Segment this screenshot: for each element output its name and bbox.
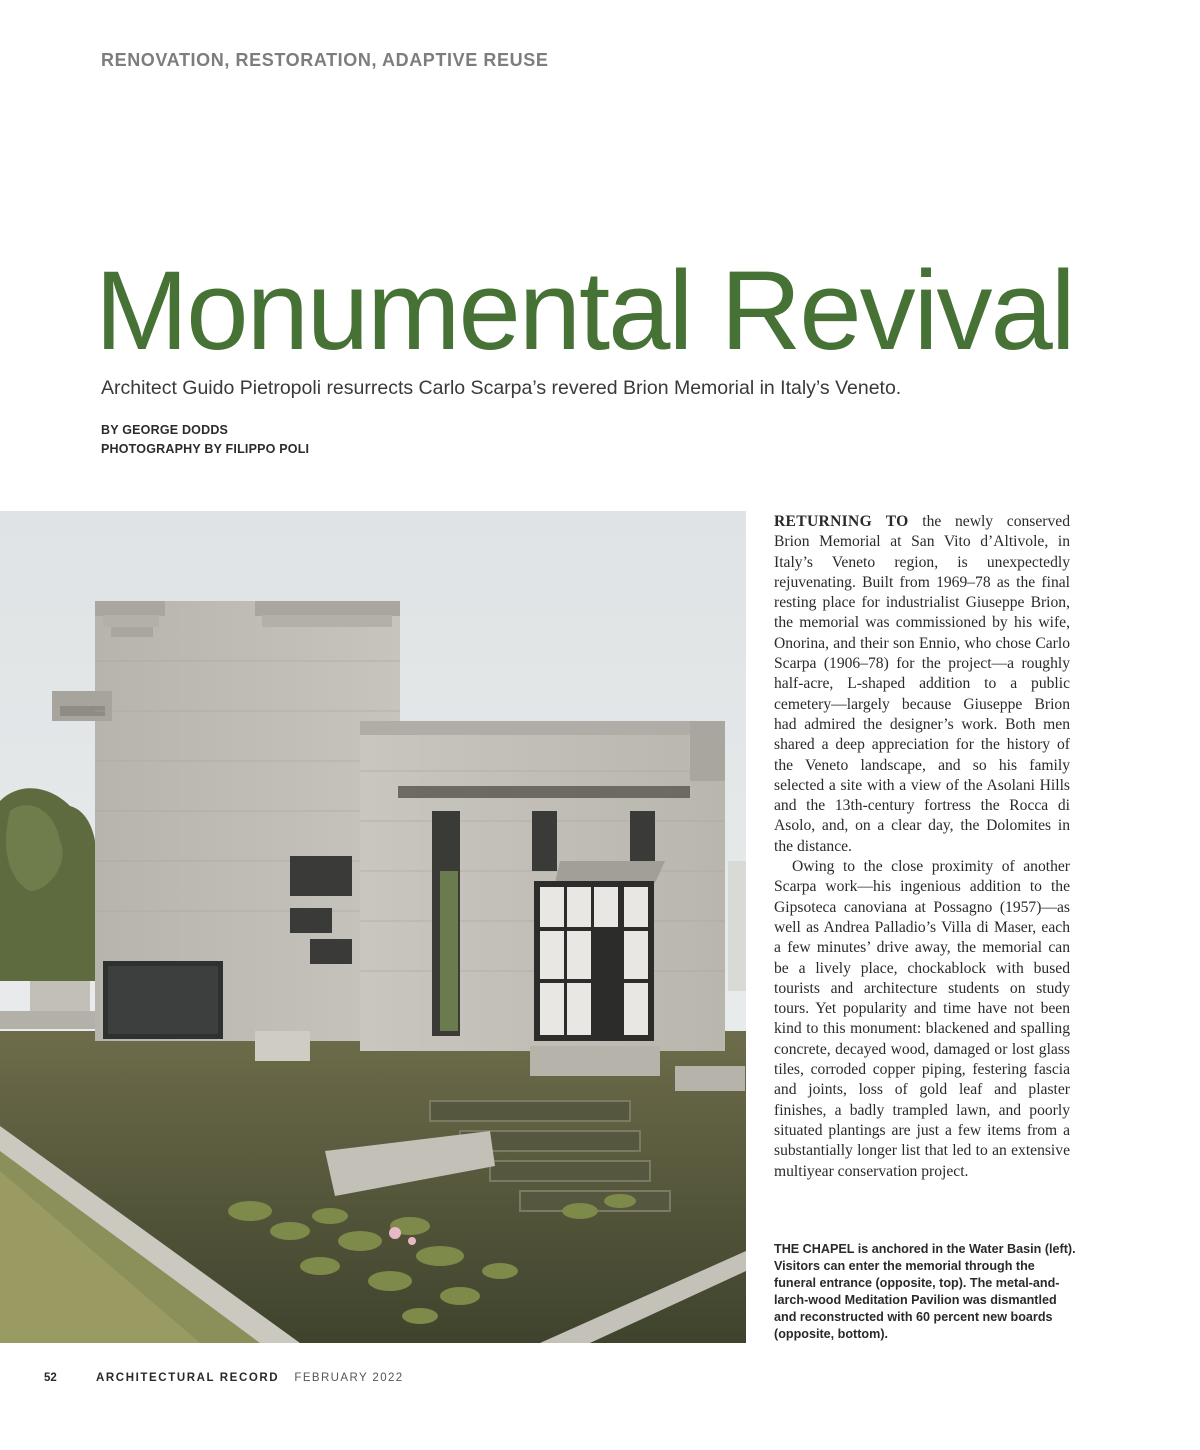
section-label: RENOVATION, RESTORATION, ADAPTIVE REUSE bbox=[101, 50, 549, 70]
author-credit: BY GEORGE DODDS bbox=[101, 423, 229, 437]
publication-name: ARCHITECTURAL RECORD bbox=[96, 1372, 280, 1384]
issue-date: FEBRUARY 2022 bbox=[294, 1372, 404, 1384]
paragraph-1-text: the newly conserved Brion Memorial at San Vito d’Altivole, in Italy’s Veneto region, is unexpectedly rejuvenating. Built from 1969–78 as the final resting place for industrialist Giuseppe Brion, the memorial was commissioned by his wife, Onorina, and their son Ennio, who chose Carlo Scarpa (1906–78) for the project—a roughly half-acre, L-shaped addition to a public cemetery—largely because Giuseppe Brion had admired the designer’s work. Both men shared a deep appreciation for the history of the Veneto landscape, and so his family selected a site with a view of the Asolani Hills and the 13th-century fortress the Rocca di Asolo, and, on a clear day, the Dolomites in the distance. bbox=[774, 513, 1070, 855]
photographer-credit: PHOTOGRAPHY BY FILIPPO POLI bbox=[101, 442, 310, 456]
article-paragraph-1 bbox=[774, 512, 1070, 857]
caption-lead: THE CHAPEL bbox=[774, 1242, 855, 1256]
lead-in: RETURNING TO bbox=[774, 513, 909, 530]
page-footer bbox=[44, 1372, 404, 1384]
article-body bbox=[774, 512, 1070, 1182]
article-paragraph-2: Owing to the close proximity of another Scarpa work—his ingenious addition to the Gipsoteca canoviana at Possagno (1957)—as well as Andrea Palladio’s Villa di Maser, each a few minutes’ drive away, the memorial can be a lively place, chockablock with bused tourists and architecture students on study tours. Yet popularity and time have not been kind to this monument: blackened and spalling concrete, decayed wood, damaged or lost glass tiles, corroded copper piping, festering fascia and joints, loss of gold leaf and plaster finishes, a badly trampled lawn, and poorly situated plantings are just a few items from a substantially longer list that led to an extensive multiyear conservation project. bbox=[774, 858, 1070, 1180]
byline bbox=[101, 421, 309, 459]
caption-text: is anchored in the Water Basin (left). Visitors can enter the memorial through the funeral entrance (opposite, top). The metal-and-larch-wood Meditation Pavilion was dismantled and reconstructed with 60 percent new boards (opposite, bottom). bbox=[774, 1242, 1076, 1342]
photo-caption bbox=[774, 1241, 1079, 1344]
chapel-photo bbox=[0, 511, 746, 1343]
headline: Monumental Revival bbox=[95, 248, 1074, 373]
dek-subtitle: Architect Guido Pietropoli resurrects Carlo Scarpa’s revered Brion Memorial in Italy’s Veneto. bbox=[101, 377, 902, 399]
page-number: 52 bbox=[44, 1372, 57, 1384]
